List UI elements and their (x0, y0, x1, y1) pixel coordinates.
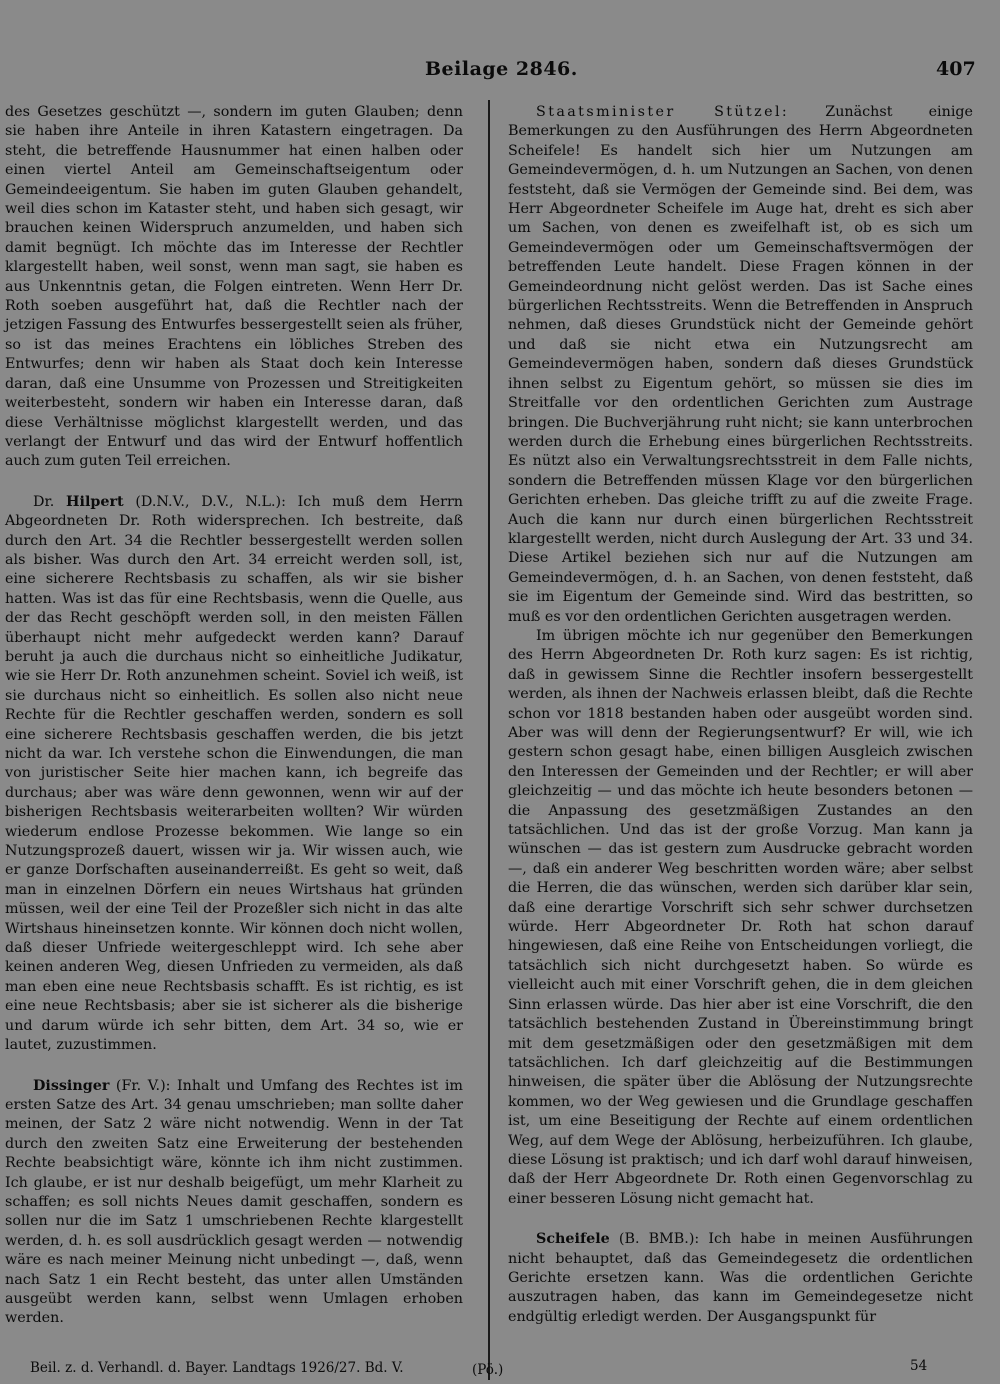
title-prefix: Dr. (33, 493, 67, 510)
paragraph-dissinger (5, 1077, 463, 1329)
paragraph-hilpert (5, 493, 463, 1056)
speech-text: (Fr. V.): Inhalt und Umfang des Rechtes ist im ersten Satze des Art. 34 genau umschrieben; man sollte daher meinen, der Satz 2 wäre nicht notwendig. Wenn in der Tat durch den zweiten Satz eine Erweiterung der bestehenden Rechte beabsichtigt wäre, könnte ich ihm nicht zustimmen. Ich glaube, er ist nur deshalb beigefügt, um mehr Klarheit zu schaffen; es soll nichts Neues damit geschaffen, sondern es sollen nur die im Satz 1 umschriebenen Rechte klargestellt werden, d. h. es soll ausdrücklich gesagt werden — notwendig wäre es nach meiner Meinung nicht unbedingt —, daß, wenn nach Satz 1 ein Recht besteht, das unter allen Umständen ausgeübt werden kann, selbst wenn Umlagen erhoben werden. (5, 1077, 463, 1327)
left-column (5, 103, 463, 1329)
paragraph-response: Im übrigen möchte ich nur gegenüber den Bemerkungen des Herrn Abgeordneten Dr. Roth kurz sagen: Es ist richtig, daß in gewissem Sinne die Rechtler insofern bessergestellt werden, als ihnen der Nachweis erlassen bleibt, daß die Rechte schon vor 1818 bestanden haben oder ausgeübt worden sind. Aber was will denn der Regierungsentwurf? Er will, wie ich gestern schon gesagt habe, einen billigen Ausgleich zwischen den Interessen der Gemeinden und der Rechtler; er will aber gleichzeitig — und das möchte ich heute besonders betonen — die Anpassung des gesetzmäßigen Zustandes an den tatsächlichen. Und das ist der große Vorzug. Man kann ja wünschen — das ist gestern zum Ausdrucke gebracht worden —, daß ein anderer Weg beschritten worden wäre; aber selbst die Herren, die das wünschen, werden sich darüber klar sein, daß eine derartige Vorschrift sich sehr schwer durchsetzen würde. Herr Abgeordneter Dr. Roth hat schon darauf hingewiesen, daß eine Reihe von Entscheidungen vorliegt, die tatsächlich sich nicht durchgesetzt haben. So würde es vielleicht auch mit einer Vorschrift gehen, die in dem gleichen Sinn erlassen würde. Das hier aber ist eine Vorschrift, die den tatsächlich bestehenden Zustand in Übereinstimmung bringt mit dem gesetzmäßigen oder den gesetzmäßigen mit dem tatsächlichen. Ich darf gleichzeitig auf die Bestimmungen hinweisen, die später über die Ablösung der Nutzungsrechte kommen, wo der Weg gewiesen und die Grundlage geschaffen ist, um eine Beseitigung der Rechte auf einem ordentlichen Weg, auf dem Wege der Ablösung, herbeizuführen. Ich glaube, diese Lösung ist praktisch; und ich darf wohl darauf hinweisen, daß der Herr Abgeordnete Dr. Roth einen Gegenvorschlag zu einer besseren Lösung nicht gemacht hat. (508, 627, 973, 1207)
speaker-name: Scheifele (536, 1231, 610, 1248)
page-header-title: Beilage 2846. (425, 58, 578, 80)
speech-text: Zunächst einige Bemerkungen zu den Ausführungen des Herrn Abgeordneten Scheifele! Es handelt sich hier um Nutzungen am Gemeindevermögen, d. h. um Nutzungen an Sachen, von denen feststeht, daß sie Vermögen der Gemeinde sind. Bei dem, was Herr Abgeordneter Scheifele im Auge hat, dreht es sich aber um Sachen, von denen es zweifelhaft ist, ob es sich um Gemeindevermögen oder um Gemeinschaftsvermögen der betreffenden Leute handelt. Diese Fragen können in der Gemeindeordnung nicht gelöst werden. Das ist Sache eines bürgerlichen Rechtsstreits. Wenn die Betreffenden in Anspruch nehmen, daß dieses Grundstück nicht der Gemeinde gehört und daß sie nicht etwa ein Nutzungsrecht am Gemeindevermögen haben, sondern daß dieses Grundstück ihnen selbst zu Eigentum gehört, so müssen sie dies im Streitfalle vor den ordentlichen Gerichten zum Austrage bringen. Die Buchverjährung ruht nicht; sie kann unterbrochen werden durch die Erhebung eines bürgerlichen Rechtsstreits. Es nützt also ein Verwaltungsrechtsstreit in dem Falle nichts, sondern die Betreffenden müssen Klage vor den bürgerlichen Gerichten erheben. Das gleiche trifft zu auf die zweite Frage. Auch die kann nur durch einen bürgerlichen Rechtsstreit klargestellt werden, nicht durch Auslegung der Art. 33 und 34. Diese Artikel beziehen sich nur auf die Nutzungen am Gemeindevermögen, d. h. an Sachen, von denen feststeht, daß sie im Eigentum der Gemeinde sind. Wird das bestritten, so muß es vor den ordentlichen Gerichten ausgetragen werden. (508, 104, 973, 625)
speech-text: (B. BMB.): Ich habe in meinen Ausführungen nicht behauptet, daß das Gemeindegesetz die ordentlichen Gerichte ersetzen kann. Was die ordentlichen Gerichte auszutragen haben, das kann im Gemeindegesetze nicht endgültig erledigt werden. Der Ausgangspunkt für (508, 1231, 973, 1325)
paragraph-stuetzel (508, 103, 973, 627)
speaker-name: Hilpert (66, 493, 124, 510)
page-number: 407 (936, 58, 976, 80)
column-divider (488, 100, 490, 1380)
paragraph-continuation: des Gesetzes geschützt —, sondern im guten Glauben; denn sie haben ihre Anteile in ihren Katastern eingetragen. Da steht, die betreffende Hausnummer hat einen halben oder einen viertel Anteil am Gemeinschaftseigentum oder Gemeindeeigentum. Sie haben im guten Glauben gehandelt, weil dies schon im Kataster steht, und haben sich gesagt, wir brauchen keinen Widerspruch anzumelden, und haben sich damit begnügt. Ich möchte das im Interesse der Rechtler klargestellt haben, weil sonst, wenn man sagt, sie haben es aus Unkenntnis getan, die Folgen eintreten. Wenn Herr Dr. Roth soeben ausgeführt hat, daß die Rechtler nach der jetzigen Fassung des Entwurfes bessergestellt seien als früher, so ist das meines Erachtens ein löbliches Streben des Entwurfes; denn wir haben als Staat doch kein Interesse daran, daß eine Unsumme von Prozessen und Streitigkeiten weiterbesteht, sondern wir haben ein Interesse daran, daß diese Verhältnisse möglichst klargestellt werden, und das verlangt der Entwurf und das wird der Entwurf hoffentlich auch zum guten Teil erreichen. (5, 104, 463, 470)
right-column (508, 103, 973, 1327)
speech-text: (D.N.V., D.V., N.L.): Ich muß dem Herrn Abgeordneten Dr. Roth widersprechen. Ich bestreite, daß durch den Art. 34 die Rechtler bessergestellt werden sollen als bisher. Was durch den Art. 34 erreicht werden soll, ist, eine sicherere Rechtsbasis zu schaffen, als wir sie bisher hatten. Was ist das für eine Rechtsbasis, wenn die Quelle, aus der das Recht geschöpft werden soll, in den meisten Fällen überhaupt nicht mehr aufgedeckt werden kann? Darauf beruht ja auch die durchaus nicht so einheitliche Judikatur, wie sie Herr Dr. Roth anzunehmen scheint. Soviel ich weiß, ist sie durchaus nicht so einheitlich. Es sollen also nicht neue Rechte für die Rechtler geschaffen werden, sondern es soll eine sicherere Rechtsbasis geschaffen werden, die bis jetzt nicht da war. Ich verstehe schon die Einwendungen, die man von juristischer Seite hier machen kann, ich begreife das durchaus; aber was wäre denn gewonnen, wenn wir auf der bisherigen Rechtsbasis weiterarbeiten wollten? Wir würden wiederum endlose Prozesse bekommen. Wie lange so ein Nutzungsprozeß dauert, wissen wir ja. Wir wissen auch, wie er ganze Dorfschaften auseinanderreißt. Es geht so weit, daß man in einzelnen Dörfern ein neues Wirtshaus hat gründen müssen, weil der eine Teil der Prozeßler sich nicht in das alte Wirtshaus hineinsetzen konnte. Wir können doch nicht wollen, daß dieser Unfriede weitergeschleppt wird. Ich sehe aber keinen anderen Weg, diesen Unfrieden zu vermeiden, als daß man eben eine neue Rechtsbasis schafft. Es ist richtig, es ist eine neue Rechtsbasis; aber sie ist sicherer als die bisherige und darum würde ich sehr bitten, dem Art. 34 so, wie er lautet, zuzustimmen. (5, 493, 464, 1054)
footer-sheet-number: 54 (910, 1358, 928, 1374)
paragraph-scheifele (508, 1230, 973, 1327)
speaker-name: Staatsminister Stützel: (536, 104, 790, 120)
footer-code: (Pö.) (472, 1362, 504, 1378)
speaker-name: Dissinger (33, 1077, 110, 1094)
footer-source: Beil. z. d. Verhandl. d. Bayer. Landtags 1926/27. Bd. V. (30, 1360, 404, 1376)
